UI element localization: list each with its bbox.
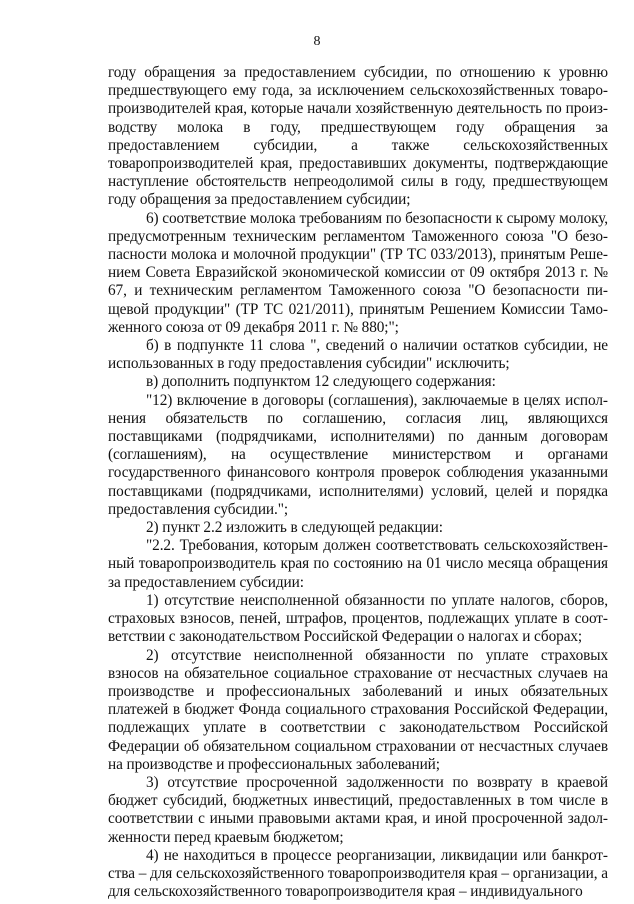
paragraph-section-2-2: "2.2. Требования, которым должен соответствовать сельскохозяйственный товаропроизводитель края по состоянию на 01 число месяца обращения за предоставлением субсидии: xyxy=(108,537,608,591)
paragraph-continuation: году обращения за предоставлением субсидии, по отношению к уровню предшествующего ему года, за исключением сельскохозяйственных товаропроизводителей края, которые начали хозяйственную деятельность по производству молока в году, предшествующем году обращения за предоставлением субсидии, а также сельскохозяйственных товаропроизводителей края, предоставивших документы, подтверждающие наступление обстоятельств непреодолимой силы в году, предшествующем году обращения за предоставлением субсидии; xyxy=(108,64,608,209)
document-body xyxy=(108,64,608,901)
paragraph-item-6: 6) соответствие молока требованиям по безопасности к сырому молоку, предусмотренным техническим регламентом Таможенного союза "О безопасности молока и молочной продукции" (ТР ТС 033/2013), принятым Решением Совета Евразийской экономической комиссии от 09 октября 2013 г. № 67, и техническим регламентом Таможенного союза "О безопасности пищевой продукции" (ТР ТС 021/2011), принятым Решением Комиссии Таможенного союза от 09 декабря 2011 г. № 880;"; xyxy=(108,209,608,336)
paragraph-requirement-3: 3) отсутствие просроченной задолженности по возврату в краевой бюджет субсидий, бюджетных инвестиций, предоставленных в том числе в соответствии с иными правовыми актами края, и иной просроченной задолженности перед краевым бюджетом; xyxy=(108,773,608,846)
paragraph-requirement-2: 2) отсутствие неисполненной обязанности по уплате страховых взносов на обязательное социальное страхование от несчастных случаев на производстве и профессиональных заболеваний и иных обязательных платежей в бюджет Фонда социального страхования Российской Федерации, подлежащих уплате в соответствии с законодательством Российской Федерации об обязательном социальном страховании от несчастных случаев на производстве и профессиональных заболеваний; xyxy=(108,646,608,773)
paragraph-requirement-1: 1) отсутствие неисполненной обязанности по уплате налогов, сборов, страховых взносов, пеней, штрафов, процентов, подлежащих уплате в соответствии с законодательством Российской Федерации о налогах и сборах; xyxy=(108,591,608,646)
paragraph-item-2: 2) пункт 2.2 изложить в следующей редакции: xyxy=(146,519,443,537)
page-number: 8 xyxy=(313,34,321,49)
paragraph-item-b: б) в подпункте 11 слова ", сведений о наличии остатков субсидии, не использованных в году предоставления субсидии" исключить; xyxy=(108,337,608,373)
paragraph-item-12: "12) включение в договоры (соглашения), заключаемые в целях исполнения обязательств по соглашению, согласия лиц, являющихся поставщиками (подрядчиками, исполнителями) по данным договорам (соглашениям), на осуществление министерством и органами государственного финансового контроля проверок соблюдения указанными поставщиками (подрядчиками, исполнителями) условий, целей и порядка предоставления субсидии."; xyxy=(108,391,608,518)
paragraph-requirement-4: 4) не находиться в процессе реорганизации, ликвидации или банкротства – для сельскохозяйственного товаропроизводителя края – организации, а для сельскохозяйственного товаропроизводителя края – индивидуального xyxy=(108,846,608,901)
paragraph-item-v: в) дополнить подпунктом 12 следующего содержания: xyxy=(146,373,496,391)
